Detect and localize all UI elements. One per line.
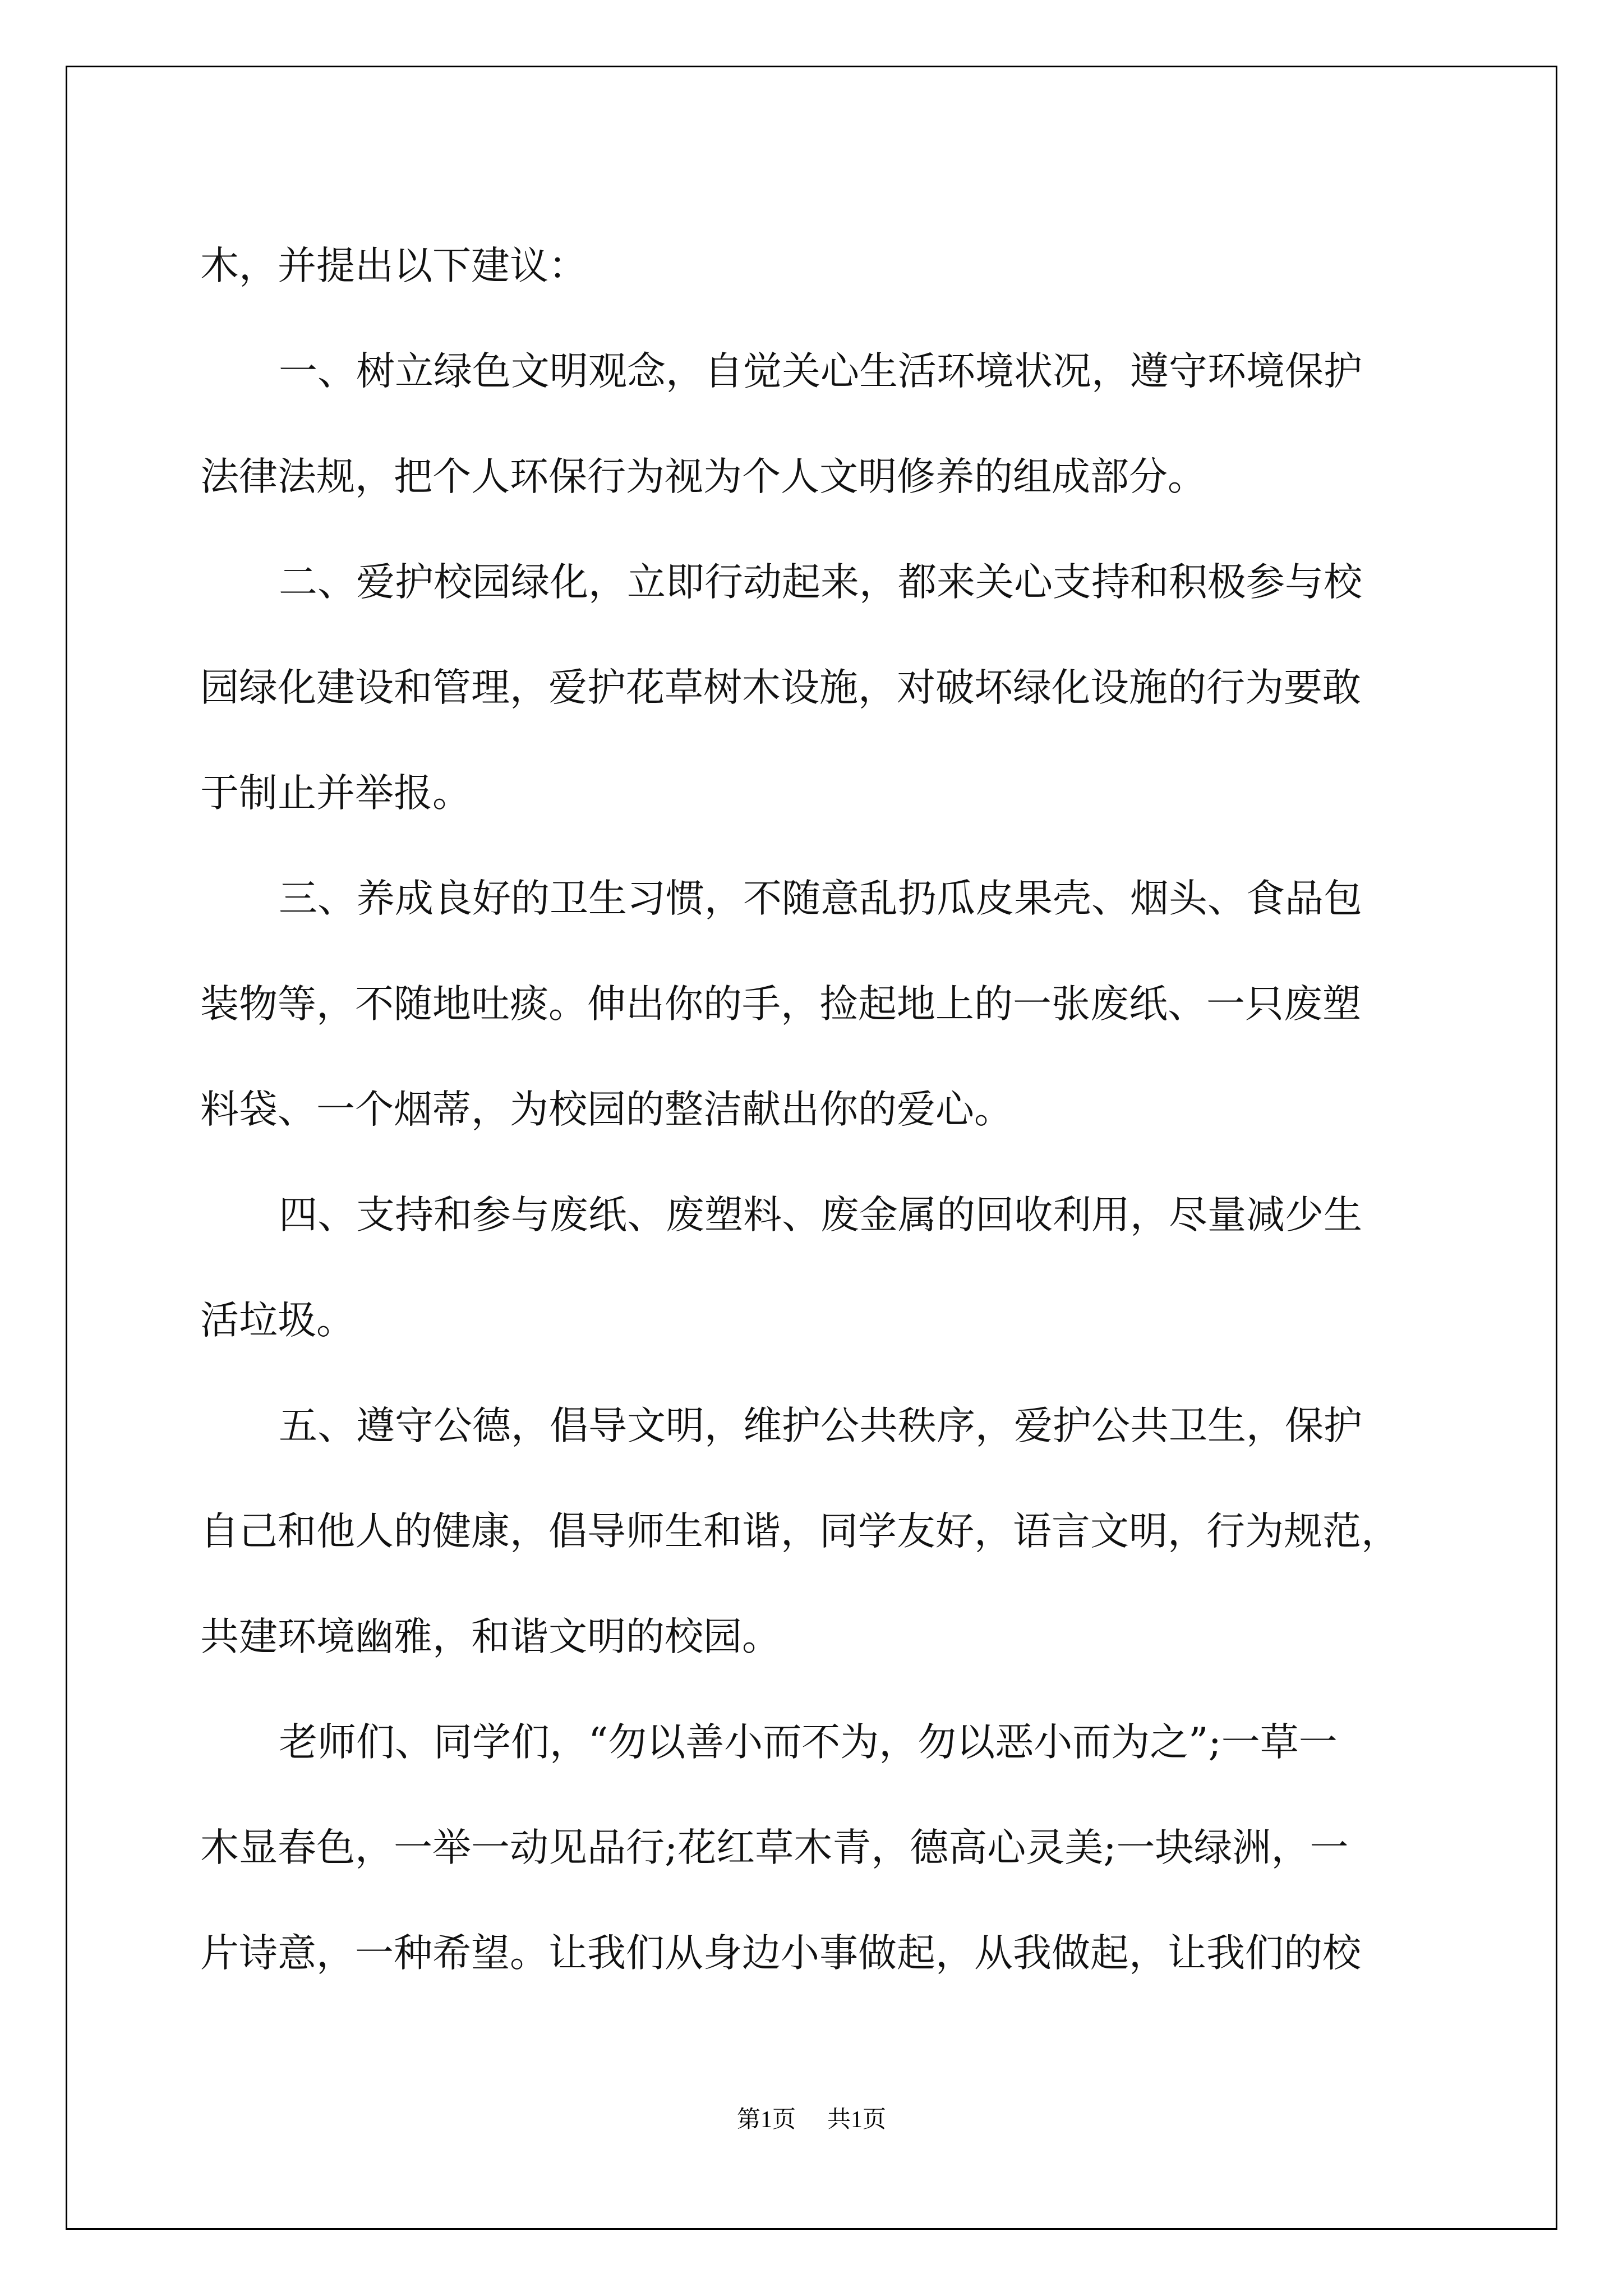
text-line-7: 三、养成良好的卫生习惯，不随意乱扔瓜皮果壳、烟头、食品包 xyxy=(279,876,1362,921)
text-line-2: 一、树立绿色文明观念，自觉关心生活环境状况，遵守环境保护 xyxy=(279,349,1362,394)
text-line-14: 共建环境幽雅，和谐文明的校园。 xyxy=(200,1614,781,1659)
text-line-15: 老师们、同学们，“勿以善小而不为，勿以恶小而为之”;一草一 xyxy=(279,1720,1338,1765)
text-line-16: 木显春色，一举一动见品行;花红草木青，德高心灵美;一块绿洲，一 xyxy=(200,1825,1349,1870)
text-line-5: 园绿化建设和管理，爱护花草树木设施，对破坏绿化设施的行为要敢 xyxy=(200,665,1361,710)
page-total: 共1页 xyxy=(827,2107,887,2133)
text-line-9: 料袋、一个烟蒂，为校园的整洁献出你的爱心。 xyxy=(200,1087,1013,1132)
text-line-11: 活垃圾。 xyxy=(200,1298,355,1343)
text-line-10: 四、支持和参与废纸、废塑料、废金属的回收利用，尽量减少生 xyxy=(279,1193,1362,1237)
page-number: 第1页 xyxy=(736,2107,796,2133)
text-line-12: 五、遵守公德，倡导文明，维护公共秩序，爱护公共卫生，保护 xyxy=(279,1404,1362,1448)
text-line-8: 装物等，不随地吐痰。伸出你的手，捡起地上的一张废纸、一只废塑 xyxy=(200,982,1361,1027)
text-line-13: 自己和他人的健康，倡导师生和谐，同学友好，语言文明，行为规范， xyxy=(200,1509,1400,1554)
text-line-3: 法律法规，把个人环保行为视为个人文明修养的组成部分。 xyxy=(200,454,1206,499)
text-line-4: 二、爱护校园绿化，立即行动起来，都来关心支持和积极参与校 xyxy=(279,560,1362,605)
page-footer xyxy=(0,2101,1623,2134)
text-line-17: 片诗意，一种希望。让我们从身边小事做起，从我做起，让我们的校 xyxy=(200,1931,1361,1976)
text-line-6: 于制止并举报。 xyxy=(200,771,471,816)
text-line-1: 木，并提出以下建议： xyxy=(200,243,587,288)
document-body xyxy=(200,213,1462,2006)
